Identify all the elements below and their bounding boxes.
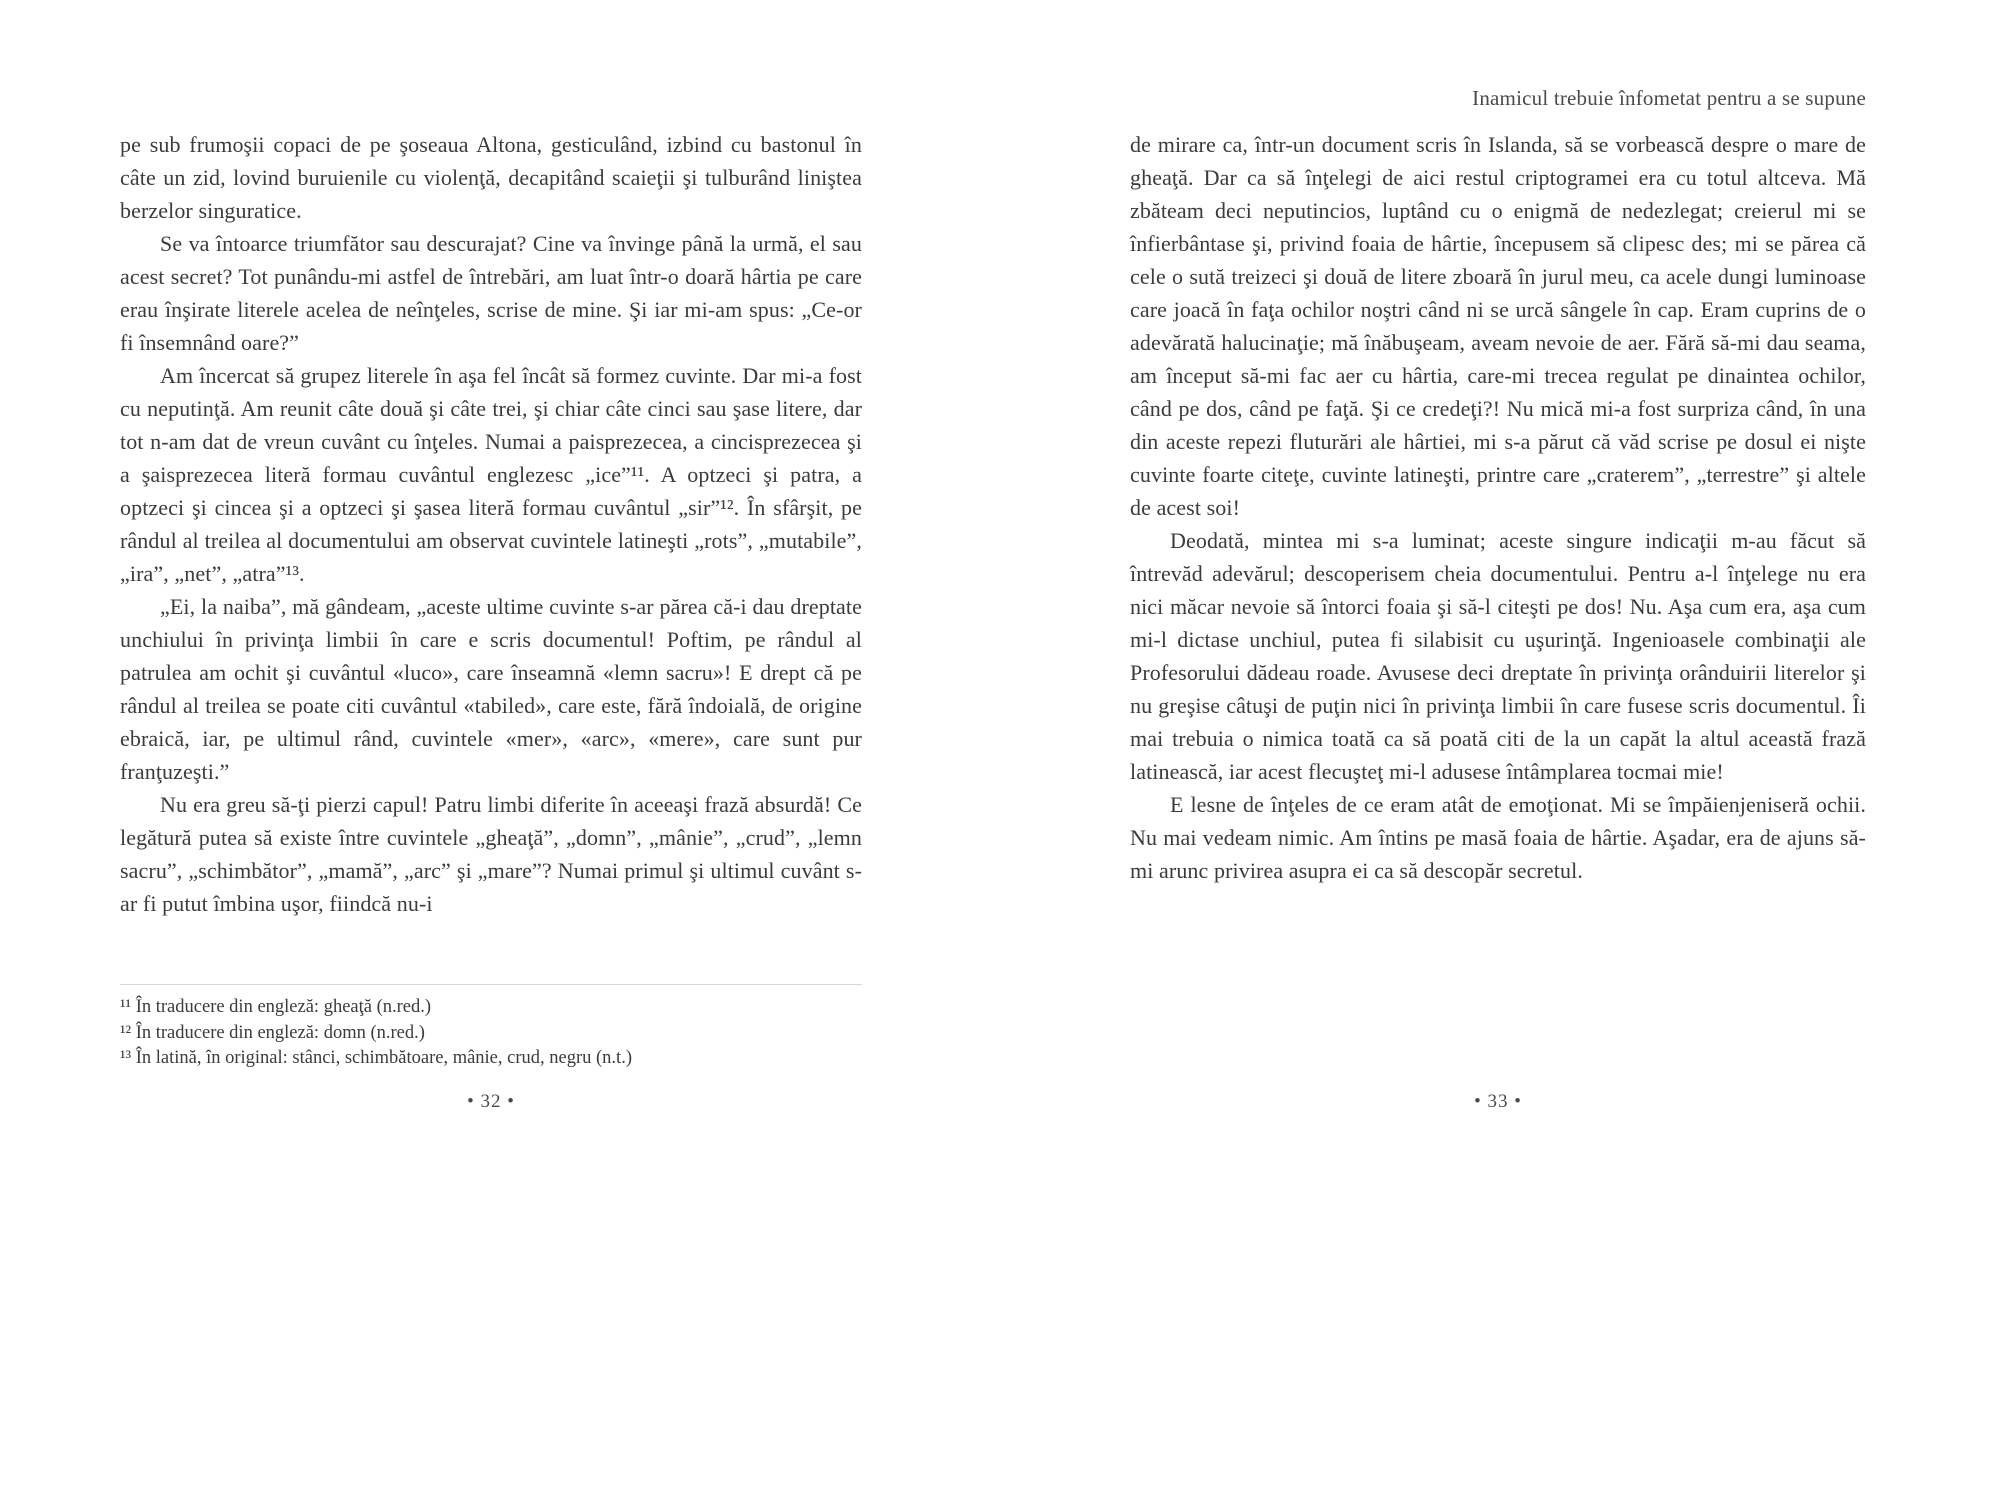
page-right — [1000, 0, 2000, 1506]
paragraph: Se va întoarce triumfător sau descurajat? Cine va învinge până la urmă, el sau acest secret? Tot punându-mi astfel de întrebări, am luat într-o doară hârtia pe care erau înşirate literele acelea de neînţeles, scrise de mine. Şi iar mi-am spus: „Ce-or fi însemnând oare?” — [120, 231, 862, 355]
page-number-left: • 32 • — [467, 1091, 515, 1112]
footnote: ¹² În traducere din engleză: domn (n.red.) — [120, 1022, 425, 1043]
footnote: ¹³ În latină, în original: stânci, schimbătoare, mânie, crud, negru (n.t.) — [120, 1048, 632, 1068]
paragraph-continuation: pe sub frumoşii copaci de pe şoseaua Altona, gesticulând, izbind cu bastonul în câte un zid, lovind buruienile cu violenţă, decapitând scaieţii şi tulburând liniştea berzelor singuratice. — [120, 132, 862, 223]
footnotes-block — [120, 984, 862, 1072]
paragraph: E lesne de înţeles de ce eram atât de emoţionat. Mi se împăienjeniseră ochii. Nu mai vedeam nimic. Am întins pe masă foaia de hârtie. Aşadar, era de ajuns să-mi arunc privirea asupra ei ca să descopăr secretul. — [1130, 792, 1866, 883]
paragraph: Am încercat să grupez literele în aşa fel încât să formez cuvinte. Dar mi-a fost cu neputinţă. Am reunit câte două şi câte trei, şi chiar câte cinci sau şase litere, dar tot n-am dat de vreun cuvânt cu înţeles. Numai a paisprezecea, a cincisprezecea şi a şaisprezecea literă formau cuvântul englezesc „ice”¹¹. A optzeci şi patra, a optzeci şi cincea şi a optzeci şi şasea literă formau cuvântul „sir”¹². În sfârşit, pe rândul al treilea al documentului am observat cuvintele latineşti „rots”, „mutabile”, „ira”, „net”, „atra”¹³. — [120, 363, 862, 586]
footnote-divider — [120, 984, 862, 985]
paragraph: „Ei, la naiba”, mă gândeam, „aceste ultime cuvinte s-ar părea că-i dau dreptate unchiului în privinţa limbii în care e scris documentul! Poftim, pe rândul al patrulea am ochit şi cuvântul «luco», care înseamnă «lemn sacru»! E drept că pe rândul al treilea se poate citi cuvântul «tabiled», care este, fără îndoială, de origine ebraică, iar, pe ultimul rând, cuvintele «mer», «arc», «mere», care sunt pur franţuzeşti.” — [120, 594, 862, 784]
paragraph: Deodată, mintea mi s-a luminat; aceste singure indicaţii m-au făcut să întrevăd adevărul; descoperisem cheia documentului. Pentru a-l înţelege nu era nici măcar nevoie să întorci foaia şi să-l citeşti pe dos! Nu. Aşa cum era, aşa cum mi-l dictase unchiul, putea fi silabisit cu uşurinţă. Ingenioasele combinaţii ale Profesorului dădeau roade. Avusese deci dreptate în privinţa orânduirii literelor şi nu greşise câtuşi de puţin nici în privinţa limbii în care fusese scris documentul. Îi mai trebuia o nimica toată ca să poată citi de la un capăt la altul această frază latinească, iar acest flecuşteţ mi-l adusese întâmplarea tocmai mie! — [1130, 528, 1866, 784]
page-right-text-block — [1130, 128, 1866, 887]
paragraph: Nu era greu să-ţi pierzi capul! Patru limbi diferite în aceeaşi frază absurdă! Ce legătură putea să existe între cuvintele „gheaţă”, „domn”, „mânie”, „crud”, „lemn sacru”, „schimbător”, „mamă”, „arc” şi „mare”? Numai primul şi ultimul cuvânt s-ar fi putut îmbina uşor, fiindcă nu-i — [120, 792, 862, 916]
page-number-right: • 33 • — [1474, 1091, 1522, 1112]
footnote: ¹¹ În traducere din engleză: gheaţă (n.red.) — [120, 997, 432, 1017]
page-left-text-block — [120, 128, 862, 920]
running-header: Inamicul trebuie înfometat pentru a se supune — [1472, 86, 1866, 110]
paragraph-continuation: de mirare ca, într-un document scris în Islanda, să se vorbească despre o mare de gheaţă. Dar ca să înţelegi de aici restul criptogramei era cu totul altceva. Mă zbăteam deci neputincios, luptând cu o enigmă de nedezlegat; creierul mi se înfierbântase şi, privind foaia de hârtie, începusem să clipesc des; mi se părea că cele o sută treizeci şi două de litere zboară în jurul meu, ca acele dungi luminoase care joacă în faţa ochilor noştri când ni se urcă sângele în cap. Eram cuprins de o adevărată halucinaţie; mă înăbuşeam, aveam nevoie de aer. Fără să-mi dau seama, am început să-mi fac aer cu hârtia, care-mi trecea regulat pe dinaintea ochilor, când pe dos, când pe faţă. Şi ce credeţi?! Nu mică mi-a fost surpriza când, în una din aceste repezi fluturări ale hârtiei, mi s-a părut că văd scrise pe dosul ei nişte cuvinte foarte citeţe, cuvinte latineşti, printre care „craterem”, „terrestre” şi altele de acest soi! — [1130, 132, 1866, 520]
